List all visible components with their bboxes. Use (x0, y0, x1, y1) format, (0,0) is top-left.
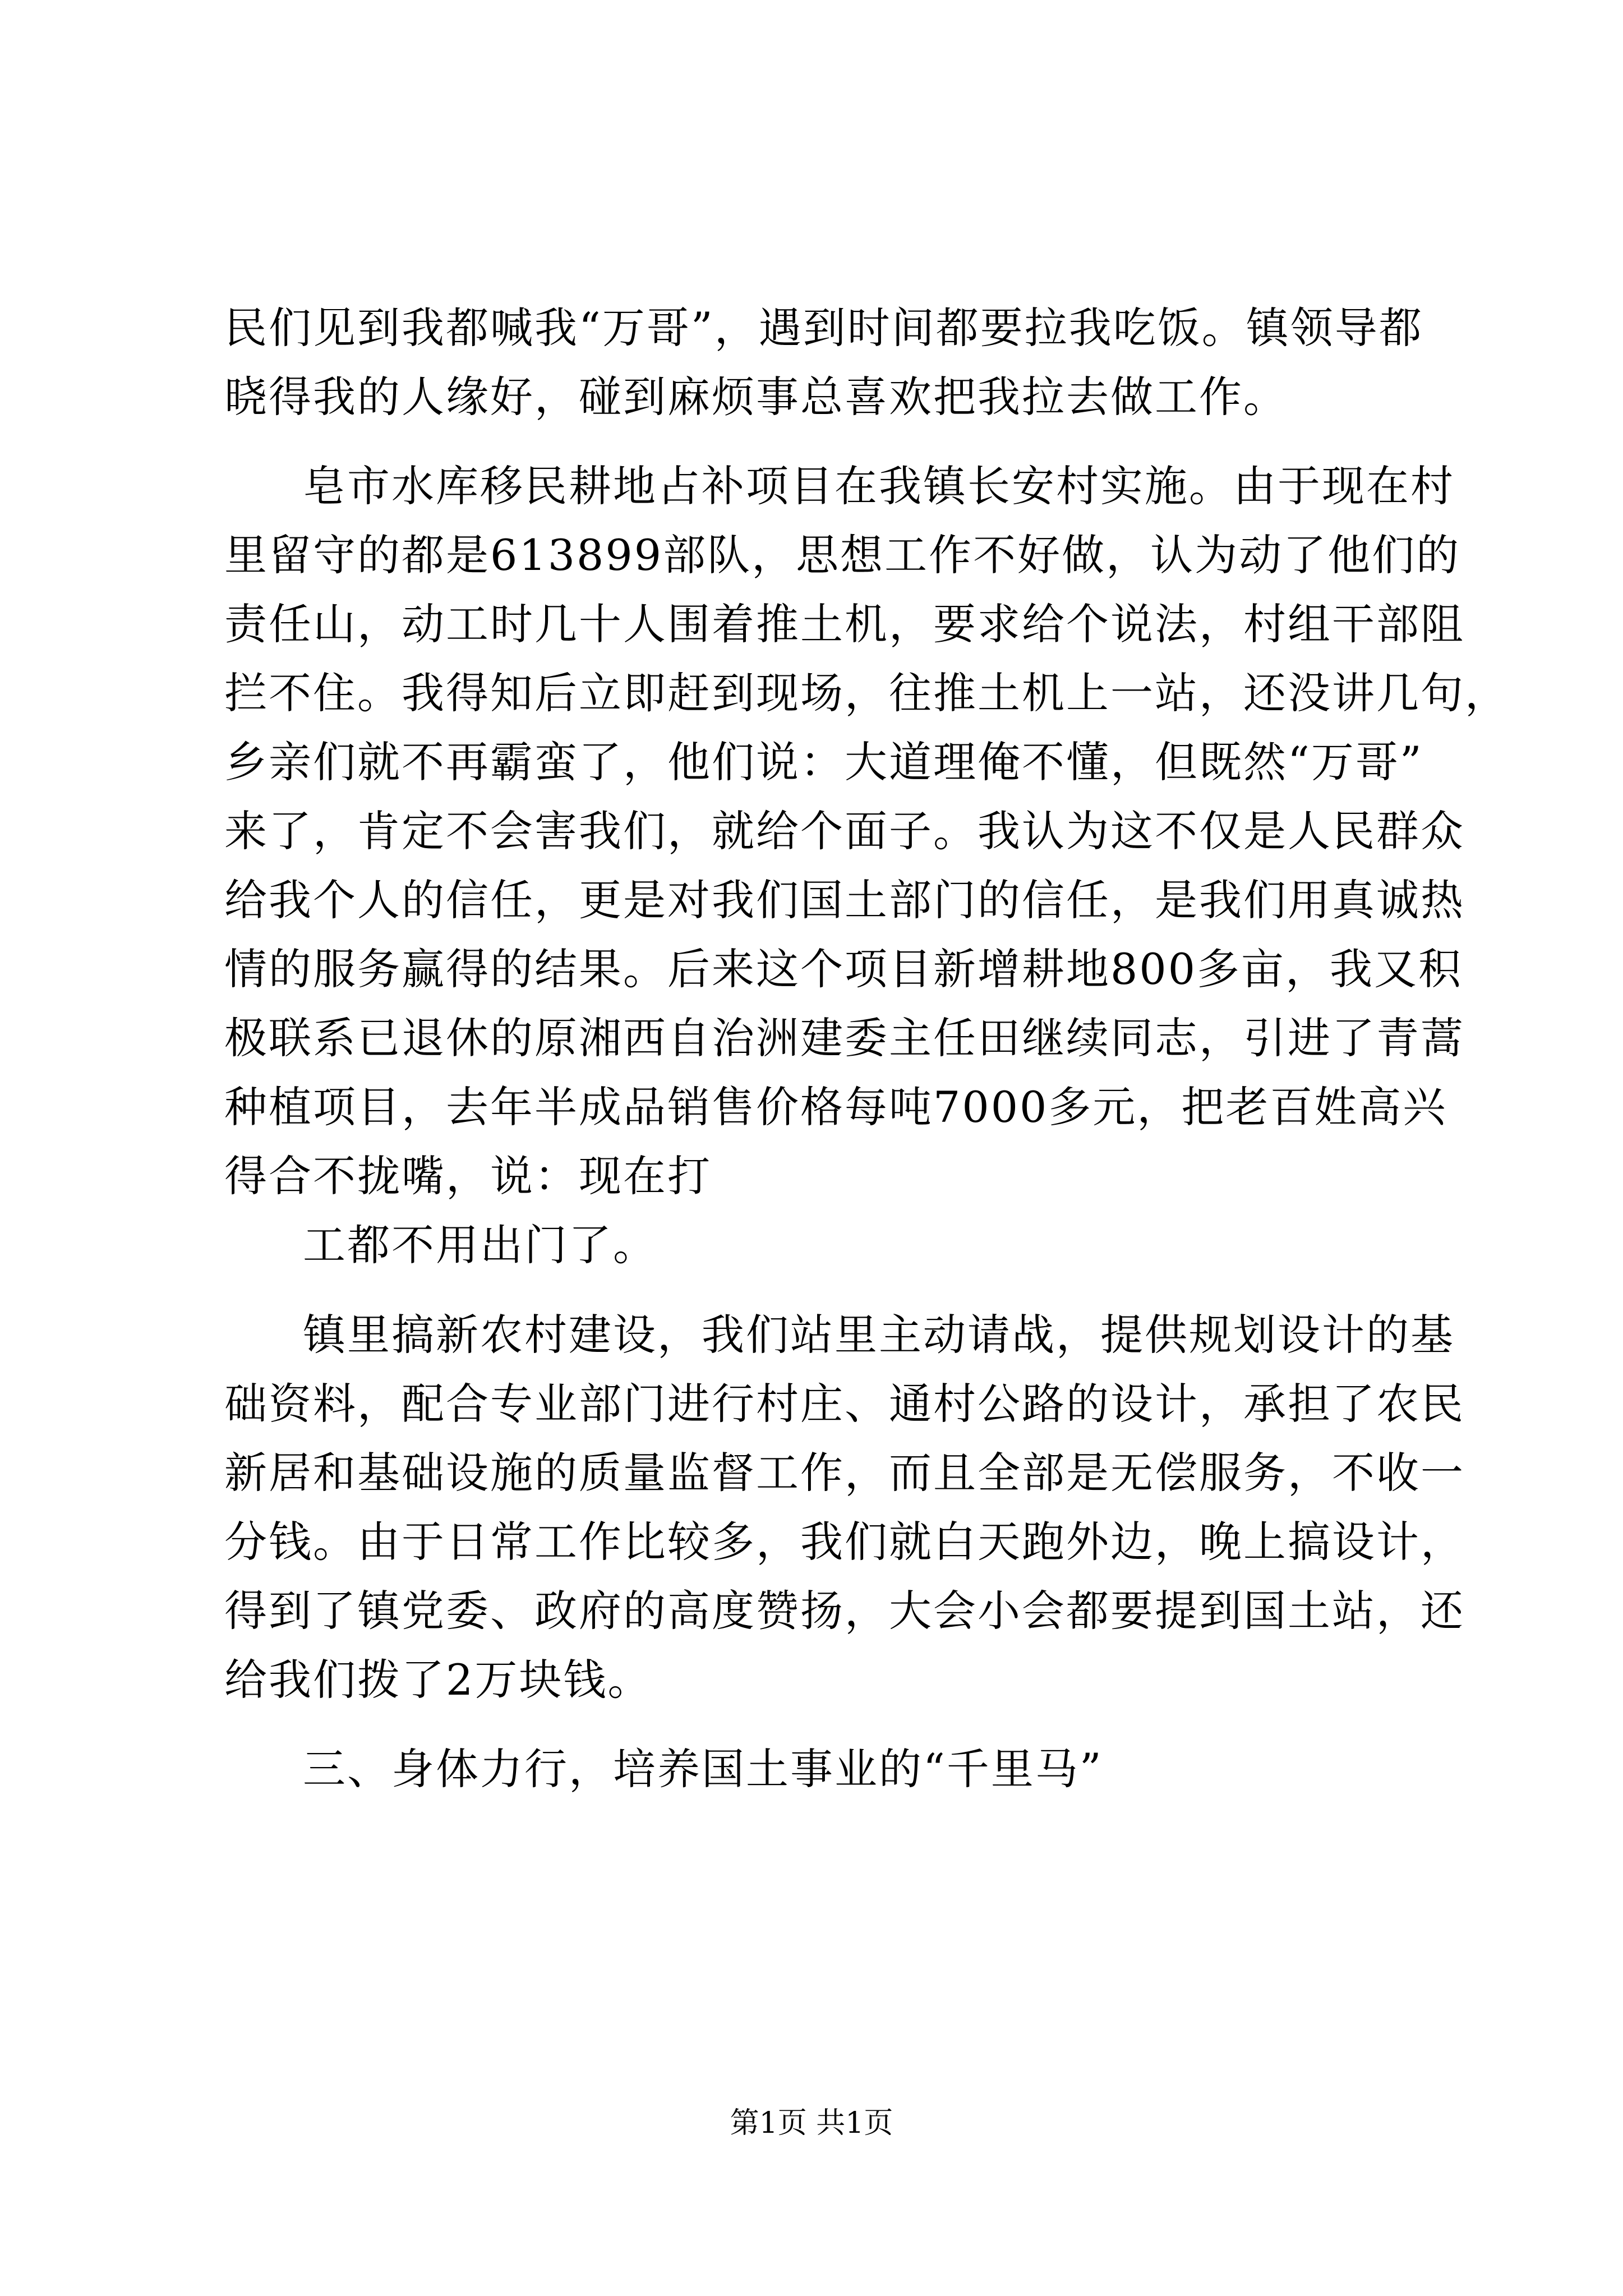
text-line: 乡亲们就不再霸蛮了，他们说：大道理俺不懂，但既然“万哥” (224, 737, 1423, 787)
text-line: 新居和基础设施的质量监督工作，而且全部是无偿服务，不收一 (224, 1448, 1465, 1498)
text-line: 础资料，配合专业部门进行村庄、通村公路的设计，承担了农民 (224, 1379, 1465, 1429)
text-line: 民们见到我都喊我“万哥”，遇到时间都要拉我吃饭。镇领导都 (224, 303, 1423, 353)
paragraph-start-line: 皂市水库移民耕地占补项目在我镇长安村实施。由于现在村 (303, 461, 1455, 511)
paragraph-start-line: 镇里搞新农村建设，我们站里主动请战，提供规划设计的基 (303, 1310, 1455, 1360)
text-line: 拦不住。我得知后立即赶到现场，往推土机上一站，还没讲几句， (224, 668, 1509, 718)
text-line: 种植项目，去年半成品销售价格每吨7000多元，把老百姓高兴 (224, 1082, 1447, 1132)
text-line: 极联系已退休的原湘西自治洲建委主任田继续同志，引进了青蒿 (224, 1013, 1465, 1063)
page-footer: 第1页 共1页 (730, 2106, 893, 2140)
text-line: 晓得我的人缘好，碰到麻烦事总喜欢把我拉去做工作。 (224, 372, 1288, 422)
text-line: 得合不拢嘴，说：现在打 (224, 1151, 712, 1201)
text-line: 给我们拨了2万块钱。 (224, 1655, 652, 1705)
text-line: 里留守的都是613899部队，思想工作不好做，认为动了他们的 (224, 530, 1461, 580)
section-heading: 三、身体力行，培养国土事业的“千里马” (303, 1744, 1103, 1794)
text-line: 给我个人的信任，更是对我们国土部门的信任，是我们用真诚热 (224, 875, 1465, 925)
text-line: 来了，肯定不会害我们，就给个面子。我认为这不仅是人民群众 (224, 806, 1465, 856)
text-line: 责任山，动工时几十人围着推土机，要求给个说法，村组干部阻 (224, 599, 1465, 649)
paragraph-start-line: 工都不用出门了。 (303, 1220, 657, 1270)
text-line: 得到了镇党委、政府的高度赞扬，大会小会都要提到国土站，还 (224, 1586, 1465, 1636)
text-line: 分钱。由于日常工作比较多，我们就白天跑外边，晚上搞设计， (224, 1517, 1465, 1567)
text-line: 情的服务赢得的结果。后来这个项目新增耕地800多亩，我又积 (224, 944, 1463, 994)
